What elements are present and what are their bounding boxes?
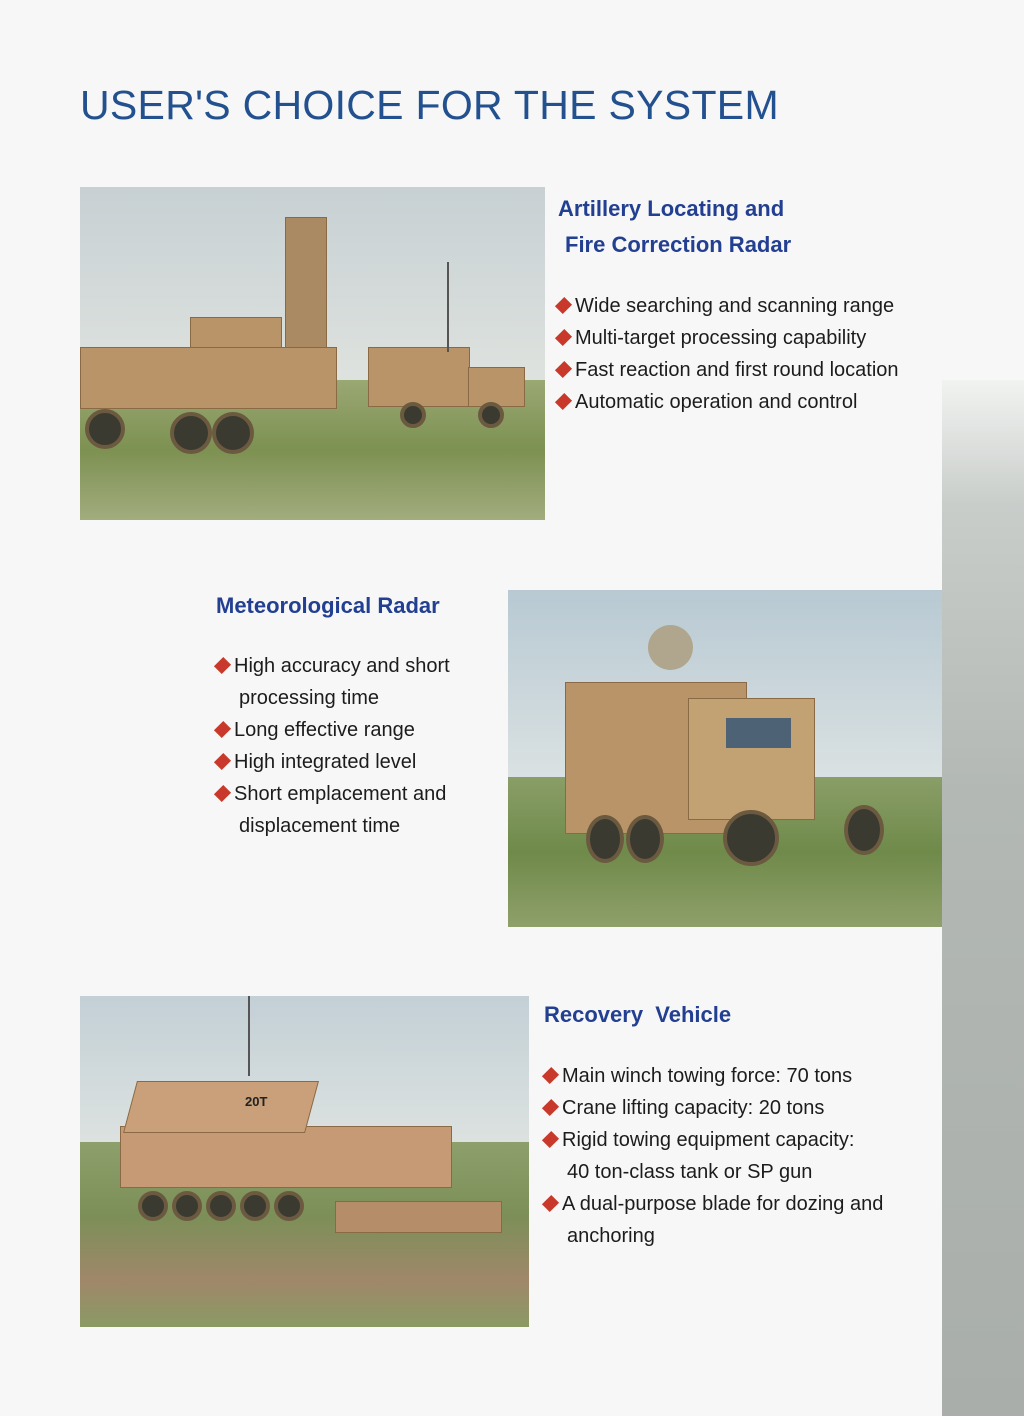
bullet-text-continued: anchoring bbox=[567, 1225, 655, 1247]
list-item bbox=[216, 778, 450, 842]
list-item bbox=[544, 1124, 883, 1188]
diamond-bullet-icon bbox=[555, 329, 572, 346]
diamond-bullet-icon bbox=[542, 1131, 559, 1148]
diamond-bullet-icon bbox=[555, 297, 572, 314]
photo-recovery-vehicle bbox=[80, 996, 529, 1327]
bullet-text-continued: displacement time bbox=[239, 815, 401, 837]
bullet-text: Short emplacement and bbox=[234, 783, 447, 805]
section-heading-meteorological-radar bbox=[216, 588, 440, 624]
page-edge-shadow bbox=[942, 380, 1024, 1416]
list-item bbox=[544, 1060, 883, 1092]
photo-artillery-radar bbox=[80, 187, 545, 520]
diamond-bullet-icon bbox=[542, 1099, 559, 1116]
list-item bbox=[557, 290, 899, 322]
list-item bbox=[557, 322, 899, 354]
heading-line: Meteorological Radar bbox=[216, 593, 440, 618]
section-heading-artillery-radar bbox=[558, 191, 791, 263]
list-item bbox=[557, 354, 899, 386]
diamond-bullet-icon bbox=[555, 393, 572, 410]
list-item bbox=[216, 746, 450, 778]
feature-list-recovery-vehicle bbox=[544, 1060, 883, 1252]
diamond-bullet-icon bbox=[214, 785, 231, 802]
section-heading-recovery-vehicle bbox=[544, 997, 731, 1033]
feature-list-meteorological-radar bbox=[216, 650, 450, 842]
bullet-text: Long effective range bbox=[234, 719, 415, 741]
diamond-bullet-icon bbox=[542, 1067, 559, 1084]
list-item bbox=[557, 386, 899, 418]
page-title: USER'S CHOICE FOR THE SYSTEM bbox=[80, 82, 779, 128]
list-item bbox=[216, 714, 450, 746]
bullet-text: Wide searching and scanning range bbox=[575, 295, 895, 317]
heading-line: Recovery Vehicle bbox=[544, 1002, 732, 1027]
diamond-bullet-icon bbox=[214, 657, 231, 674]
bullet-text: High accuracy and short bbox=[234, 655, 450, 677]
diamond-bullet-icon bbox=[555, 361, 572, 378]
list-item bbox=[544, 1092, 883, 1124]
heading-line: Artillery Locating and bbox=[558, 196, 785, 221]
bullet-text: High integrated level bbox=[234, 751, 417, 773]
bullet-text: Main winch towing force: 70 tons bbox=[562, 1065, 853, 1087]
bullet-text-continued: processing time bbox=[239, 687, 380, 709]
list-item bbox=[216, 650, 450, 714]
diamond-bullet-icon bbox=[542, 1195, 559, 1212]
heading-line: Fire Correction Radar bbox=[565, 232, 792, 257]
vehicle-marking: 20T bbox=[245, 1094, 268, 1109]
photo-meteorological-radar bbox=[508, 590, 942, 927]
bullet-text: Automatic operation and control bbox=[575, 391, 858, 413]
bullet-text-continued: 40 ton-class tank or SP gun bbox=[567, 1161, 813, 1183]
bullet-text: A dual-purpose blade for dozing and bbox=[562, 1193, 884, 1215]
bullet-text: Crane lifting capacity: 20 tons bbox=[562, 1097, 825, 1119]
diamond-bullet-icon bbox=[214, 753, 231, 770]
bullet-text: Multi-target processing capability bbox=[575, 327, 867, 349]
list-item bbox=[544, 1188, 883, 1252]
bullet-text: Rigid towing equipment capacity: bbox=[562, 1129, 855, 1151]
bullet-text: Fast reaction and first round location bbox=[575, 359, 899, 381]
diamond-bullet-icon bbox=[214, 721, 231, 738]
feature-list-artillery-radar bbox=[557, 290, 899, 418]
